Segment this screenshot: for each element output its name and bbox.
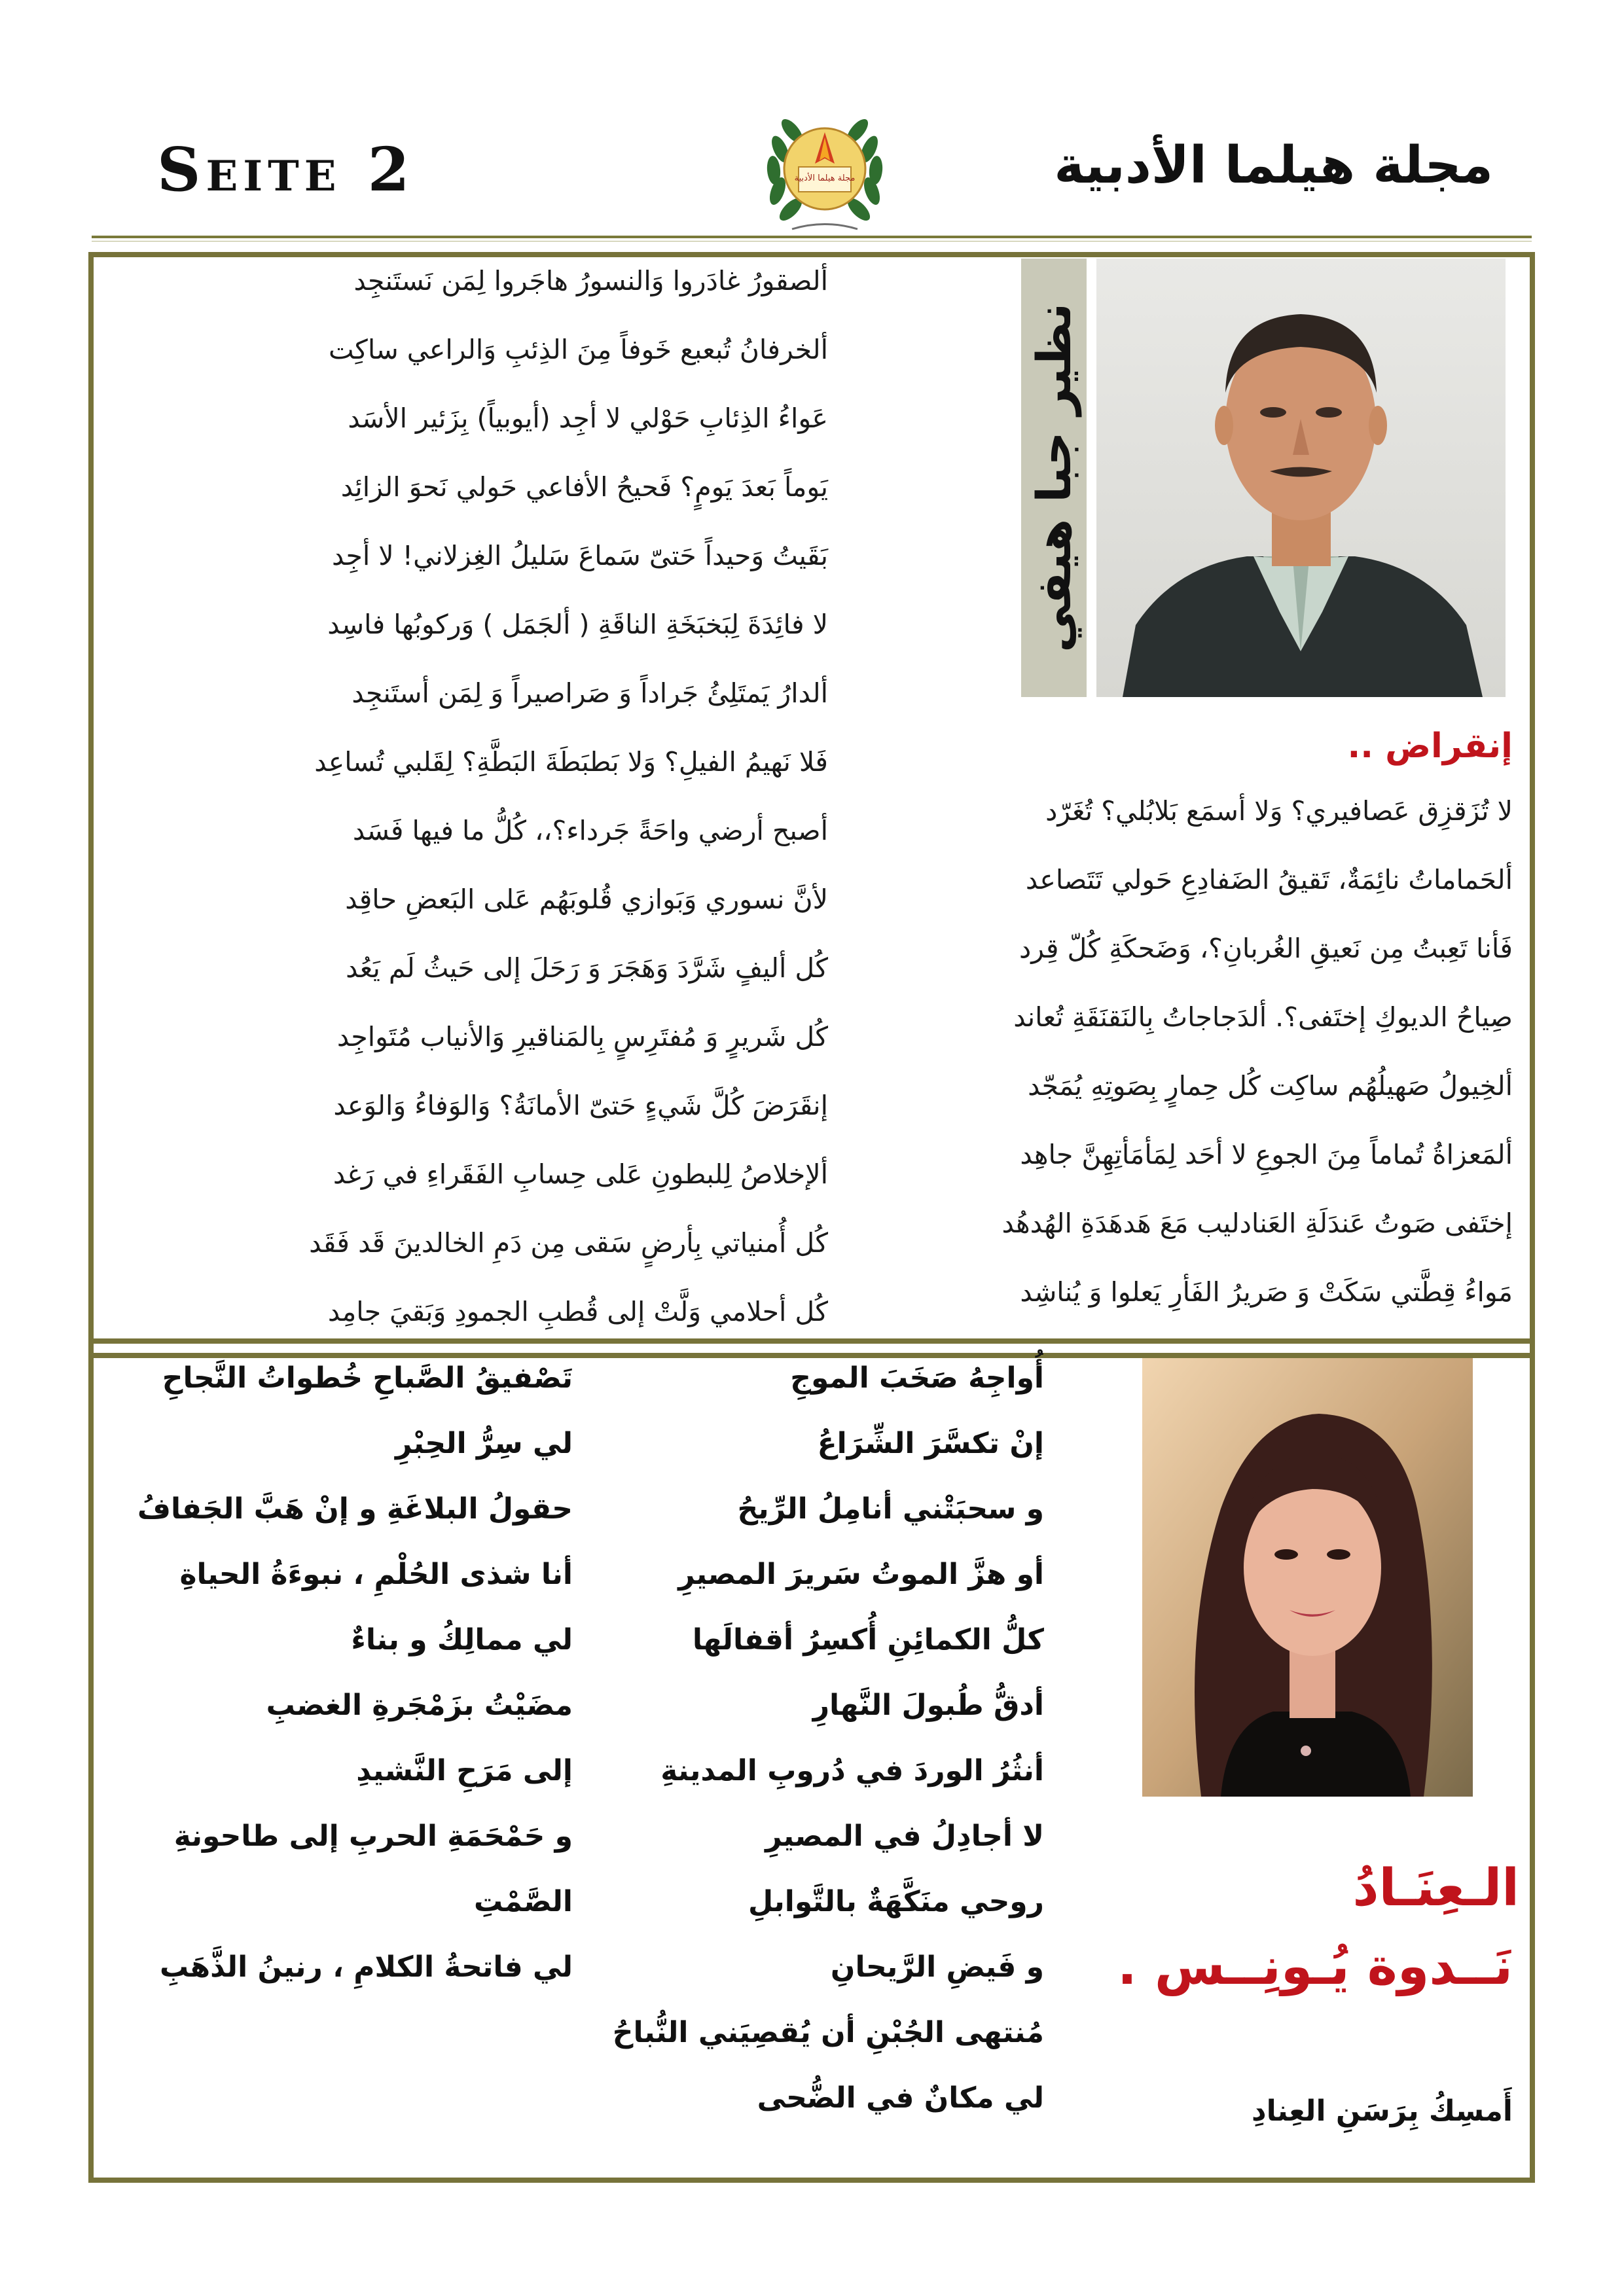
poem1-right-line: ألمَعزاةُ تُماماً مِنَ الجوعِ لا أحَد لِمَأمَأتِهِنَّ جاهِد: [1020, 1139, 1513, 1170]
poem2-right-line: أنثُرُ الوردَ في دُروبِ المدينةِ: [660, 1754, 1044, 1787]
poem2-left-line: حقولُ البلاغَةِ و إنْ هَبَّ الجَفافُ: [137, 1492, 573, 1526]
poem1-left-line: ألدارُ يَمتَلِئُ جَراداً وَ صَراصيراً وَ لِمَن أستَنجِد: [352, 677, 828, 709]
poem2-left-line: إلى مَرَحِ النَّشيدِ: [356, 1754, 573, 1787]
poem2-right-line: أدقُّ طُبولَ النَّهارِ: [812, 1689, 1044, 1722]
poem2-right-line: و سحبَتْني أنامِلُ الرِّيحُ: [737, 1492, 1044, 1526]
poem1-right-line: مَواءُ قِطَّتي سَكَتْ وَ صَريرُ الفَأرِ يَعلوا وَ يُناشِد: [1020, 1276, 1513, 1308]
poem1-left-line: يَوماً بَعدَ يَومٍ؟ فَحيحُ الأفاعي حَولي نَحوَ الزائِد: [340, 471, 828, 503]
poem1-left-line: لا فائِدَةَ لِبَخبَخَةِ الناقَةِ ( ألجَمَل ) وَركوبُها فاسِد: [327, 609, 828, 640]
poem1-left-line: كُل شَريرٍ وَ مُفتَرِسٍ بِالمَناقيرِ وَالأنياب مُتَواجِد: [336, 1021, 828, 1052]
poem1-left-line: فَلا نَهيمُ الفيلِ؟ وَلا بَطبَطَةَ البَطَّةِ؟ لِقَلبي تُساعِد: [314, 746, 828, 778]
poem2-left-line: مضَيْتُ بزَمْجَرةِ الغضبِ: [266, 1689, 573, 1722]
poem1-left-line: كُل أُمنياتي بِأرضٍ سَقى مِن دَمِ الخالدينَ قَد فَقَد: [309, 1227, 828, 1259]
poem1-left-line: كُل أليفٍ شَرَّدَ وَهَجَرَ وَ رَحَلَ إلى حَيثُ لَم يَعُد: [346, 952, 828, 984]
poem1-right-line: إختَفى صَوتُ عَندَلَةِ العَنادليب مَعَ هَدهَدَةِ الهُدهُد: [1001, 1208, 1513, 1239]
poem2-left-line: الصَّمْتِ: [473, 1885, 573, 1918]
poem2-right-line: مُنتهى الجُبْنِ أن يُقصِيَني النُّباحُ: [612, 2016, 1044, 2049]
poem2-right-line: كلُّ الكمائِنِ أُكسِرُ أقفالَها: [692, 1623, 1044, 1657]
logo-text: مجلة هيلما الأدبية: [794, 173, 856, 183]
poem1-right-line: فَأنا تَعِبتُ مِن نَعيقِ الغُربانِ؟، وَضَحكَةِ كُلّ قِرد: [1019, 933, 1513, 964]
header-divider: [92, 236, 1532, 238]
poem1-left-line: عَواءُ الذِئابِ حَوْلي لا أجِد (أيوبياً) بِزَئير الأسَد: [348, 403, 828, 434]
poem2-right-line: إنْ تكسَّرَ الشِّرَاعُ: [817, 1427, 1044, 1460]
author1-name-bar: [1021, 259, 1087, 697]
poem1-left-line: بَقَيتُ وَحيداً حَتىّ سَماعَ سَليلُ الغِزلاني! لا أجِد: [331, 540, 828, 571]
poem1-right-line: ألخِيولُ صَهيلُهُم ساكِت كُل حِمارٍ بِصَوتِهِ يُمَجّد: [1028, 1070, 1513, 1102]
poem1-left-line: كُل أحلامي وَلَّتْ إلى قُطبِ الجمودِ وَبَقيَ جامِد: [327, 1296, 828, 1327]
poem1-right-line: ألحَماماتُ نائِمَةٌ، تَقيقُ الضَفادِعِ حَولي تَتَصاعد: [1025, 864, 1513, 895]
poem2-right-line: أُواجِهُ صَخَبَ الموجِ: [790, 1361, 1044, 1395]
poem1-left-line: ألصقورُ غادَروا وَالنسورُ هاجَروا لِمَن نَستَنجِد: [353, 265, 828, 296]
poem1-left-line: ألخرفانُ تُبعبع خَوفاً مِنَ الذِئبِ وَالراعي ساكِت: [329, 334, 828, 365]
poem2-right-line: روحي منَكَّهَةٌ بالتَّوابلِ: [748, 1885, 1044, 1918]
poem2-author: نَــدوة يُـونِــس .: [1117, 1937, 1513, 1996]
poem2-right-line: و فَيضِ الرَّيحانِ: [830, 1950, 1044, 1984]
poem1-left-line: إنقَرَضَ كُلَّ شَيءٍ حَتىّ الأمانَةُ؟ وَالوَفاءُ وَالوَعد: [333, 1090, 828, 1121]
magazine-title: مجلة هيلما الأدبية: [1054, 136, 1493, 195]
poem2-signature: أَمسِكُ بِرَسَنِ العِنادِ: [1252, 2094, 1513, 2128]
poem2-left-line: أنا شذى الحُلْمِ ، نبوءَةُ الحياةِ: [179, 1558, 573, 1591]
man-portrait-photo: [1096, 259, 1506, 697]
poem1-left-line: لأنَّ نسوري وَبَوازي قُلوبَهُم عَلى البَعضِ حاقِد: [345, 884, 828, 915]
poem1-left-line: أصبح أرضي واحَةً جَرداء؟،، كُلُّ ما فيها فَسَد: [352, 815, 828, 846]
poem2-left-line: لي ممالِكُ و بناءٌ: [351, 1623, 573, 1657]
poem2-left-line: تَصْفيقُ الصَّباحِ خُطواتُ النَّجاحِ: [162, 1361, 573, 1395]
header-divider-thin: [92, 241, 1532, 242]
page-label: Seite 2: [157, 134, 415, 205]
poem2-title: الـعِنَـادُ: [1352, 1859, 1519, 1918]
poem2-left-line: لي سِرُّ الحِبْرِ: [395, 1427, 573, 1460]
woman-portrait-photo: [1142, 1358, 1473, 1797]
poem2-right-line: أو هزَّ الموتُ سَريرَ المصيرِ: [678, 1558, 1044, 1591]
poem2-right-line: لا أجادِلُ في المصيرِ: [765, 1820, 1044, 1853]
poem2-left-line: لي فاتحةُ الكلامِ ، رنينُ الذَّهَبِ: [160, 1950, 573, 1984]
poem1-title: إنقراض ..: [1347, 726, 1513, 766]
poem2-right-line: لي مكانٌ في الضُّحى: [757, 2081, 1044, 2115]
author1-name: نظير جبا هيفي: [1026, 303, 1081, 653]
poem1-right-line: لا تُزَقزِق عَصافيري؟ وَلا أسمَع بَلابُلي؟ تُغَرّد: [1045, 795, 1513, 827]
laurel-wreath-logo: [753, 98, 897, 242]
poem2-left-line: و حَمْحَمَةِ الحربِ إلى طاحونةِ: [173, 1820, 573, 1853]
poem1-right-line: صِياحُ الديوكِ إختَفى؟. ألدَجاجاتُ بِالنَقنَقَةِ تُعاند: [1013, 1001, 1513, 1033]
poem1-left-line: ألإخلاصُ لِلبطونِ عَلى حِسابِ الفَقَراءِ في رَغد: [333, 1158, 828, 1190]
